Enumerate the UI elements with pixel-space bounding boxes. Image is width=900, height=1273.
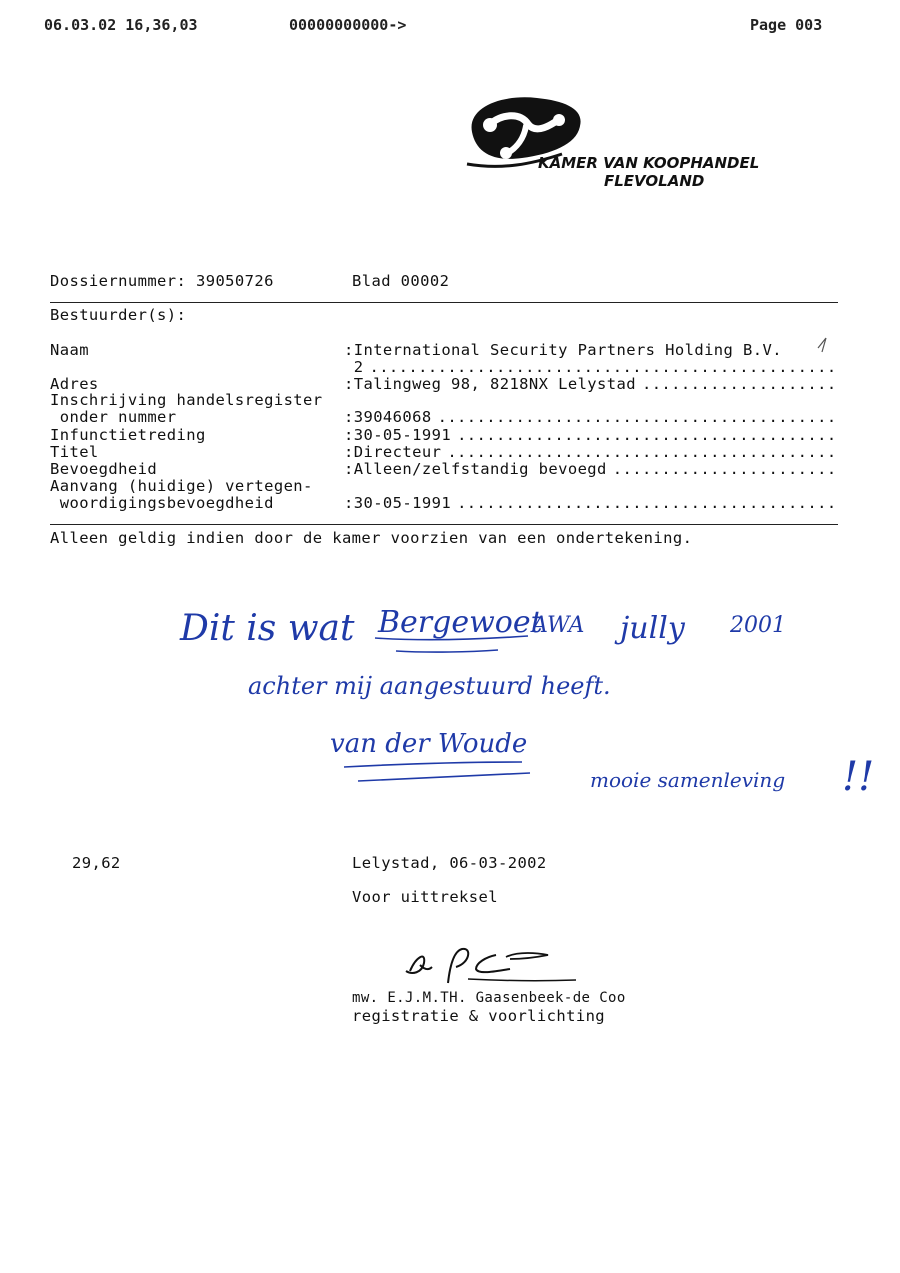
logo-line-1: KAMER VAN KOOPHANDEL [538,154,760,172]
bottom-divider [50,524,838,525]
field-label: Infunctietreding [50,426,206,444]
amount: 29,62 [72,854,121,872]
field-row-aanvang [50,477,840,494]
logo-line-2: FLEVOLAND [604,172,705,190]
leader-dots [447,443,838,461]
field-row-vertegenwoordiging [50,494,840,511]
underline-stroke [358,773,530,781]
field-row-naam-cont [50,358,840,375]
validity-note: Alleen geldig indien door de kamer voorzien van een ondertekening. [50,529,693,547]
handwriting-line-4: mooie samenleving [590,768,786,792]
field-value: :Alleen/zelfstandig bevoegd [344,460,607,478]
field-label: onder nummer [50,408,177,426]
underline-stroke [396,650,498,652]
field-label: Aanvang (huidige) vertegen- [50,477,313,495]
field-value: :30-05-1991 [344,426,452,444]
handwriting-exclaim: !! [842,754,875,800]
field-row-naam [50,341,840,358]
handwriting-line-1d: jully [620,611,685,646]
field-value: :30-05-1991 [344,494,452,512]
fax-number: 00000000000-> [289,16,407,34]
handwriting-line-1c: AWA [532,613,585,638]
fax-datetime: 06.03.02 16,36,03 [44,16,198,34]
field-row-infunctietreding [50,426,840,443]
leader-dots [369,358,838,376]
field-row-bevoegdheid [50,460,840,477]
top-divider [50,302,838,303]
fax-page: Page 003 [750,16,823,34]
signature-icon [398,935,588,995]
underline-stroke [375,636,528,640]
handwriting-line-1a: Dit is wat [180,608,355,649]
underline-stroke [344,762,522,767]
signer-department: registratie & voorlichting [352,1007,606,1025]
section-title: Bestuurder(s): [50,306,187,324]
field-value: :International Security Partners Holding B.V. [344,341,782,359]
field-value: :Talingweg 98, 8218NX Lelystad [344,375,636,393]
kvk-logo [462,92,772,192]
field-label: woordigingsbevoegdheid [50,494,274,512]
handwriting-line-1e: 2001 [730,613,786,638]
field-value: :Directeur [344,443,442,461]
dossier-number: Dossiernummer: 39050726 [50,272,274,290]
field-row-onder-nummer [50,408,840,425]
leader-dots [438,408,838,426]
field-label: Inschrijving handelsregister [50,391,323,409]
leader-dots [613,460,838,478]
field-value: 2 [344,358,364,376]
handwriting-line-3: van der Woude [330,729,528,759]
field-label: Adres [50,375,99,393]
field-row-titel [50,443,840,460]
leader-dots [457,494,838,512]
field-label: Bevoegdheid [50,460,158,478]
place-date: Lelystad, 06-03-2002 [352,854,547,872]
leader-dots [457,426,838,444]
field-value: :39046068 [344,408,432,426]
handwriting-line-1b: Bergewoet [378,605,543,640]
extract-label: Voor uittreksel [352,888,498,906]
field-row-adres [50,375,840,392]
field-row-inschrijving [50,391,840,408]
field-label: Naam [50,341,89,359]
signer-name: mw. E.J.M.TH. Gaasenbeek-de Coo [352,990,626,1006]
dossier-blad: Blad 00002 [352,272,450,290]
field-label: Titel [50,443,99,461]
handwriting-line-2: achter mij aangestuurd heeft. [248,672,611,700]
